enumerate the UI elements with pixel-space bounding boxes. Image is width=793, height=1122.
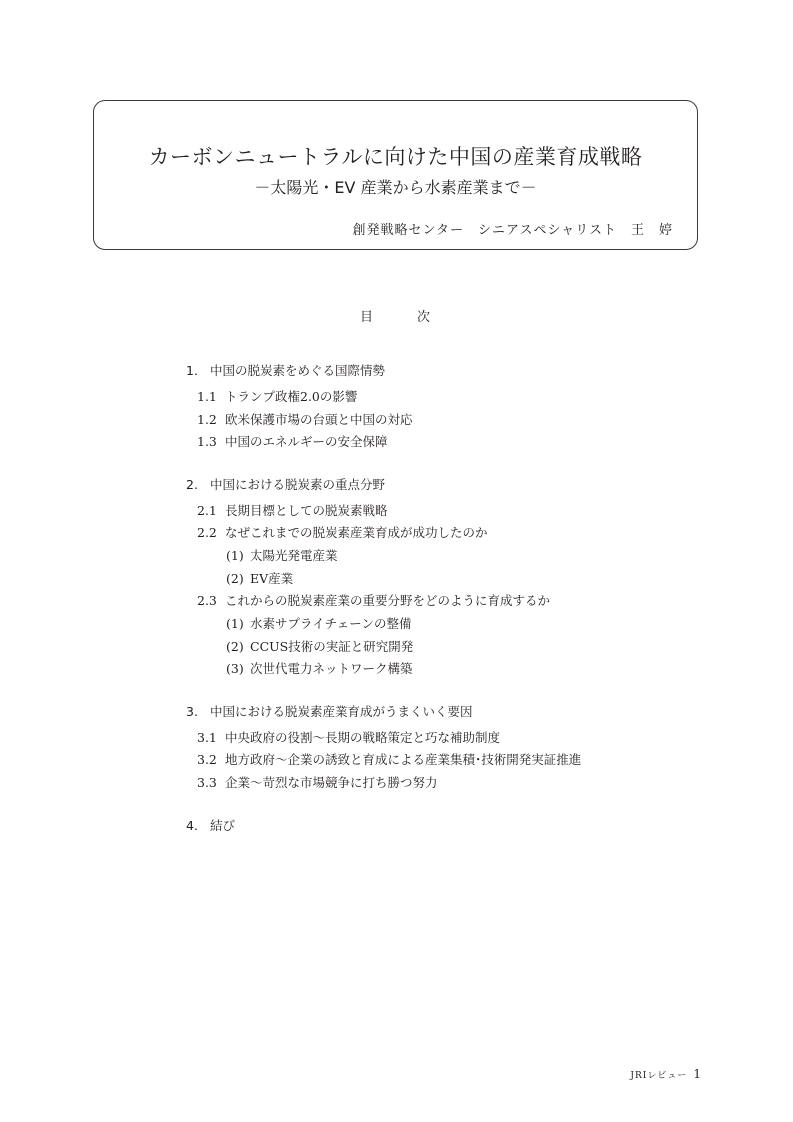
document-title: カーボンニュートラルに向けた中国の産業育成戦略: [148, 145, 643, 169]
toc-subitem-2-3-1[interactable]: (1) 水素サプライチェーンの整備: [226, 616, 412, 631]
page-number: 1: [693, 1067, 701, 1081]
toc-item-1-3[interactable]: 1.3 中国のエネルギーの安全保障: [197, 434, 388, 449]
toc-subitem-2-3-2[interactable]: (2) CCUS技術の実証と研究開発: [226, 639, 414, 654]
publication-name: JRIレビュー: [630, 1071, 688, 1081]
toc-item-1-2[interactable]: 1.2 欧米保護市場の台頭と中国の対応: [197, 412, 413, 427]
toc-heading: 目次: [360, 310, 475, 325]
toc-subitem-2-3-3[interactable]: (3) 次世代電力ネットワーク構築: [226, 661, 413, 676]
toc-item-2-2[interactable]: 2.2 なぜこれまでの脱炭素産業育成が成功したのか: [197, 525, 488, 540]
toc-section-3[interactable]: 3. 中国における脱炭素産業育成がうまくいく要因: [186, 704, 473, 719]
title-box: [93, 100, 698, 250]
author-line: 創発戦略センター シニアスペシャリスト 王 婷: [352, 223, 673, 238]
toc-section-4[interactable]: 4. 結び: [186, 818, 236, 833]
toc-item-3-1[interactable]: 3.1 中央政府の役割～長期の戦略策定と巧な補助制度: [197, 730, 501, 745]
toc-item-3-3[interactable]: 3.3 企業～苛烈な市場競争に打ち勝つ努力: [197, 775, 438, 790]
toc-item-2-1[interactable]: 2.1 長期目標としての脱炭素戦略: [197, 503, 388, 518]
toc-subitem-2-2-2[interactable]: (2) EV産業: [226, 571, 294, 586]
toc-section-1[interactable]: 1. 中国の脱炭素をめぐる国際情勢: [186, 363, 386, 378]
document-subtitle: －太陽光・EV 産業から水素産業まで－: [254, 178, 537, 197]
page-footer: [630, 1063, 701, 1082]
toc-item-2-3[interactable]: 2.3 これからの脱炭素産業の重要分野をどのように育成するか: [197, 593, 551, 608]
toc-item-3-2[interactable]: 3.2 地方政府～企業の誘致と育成による産業集積･技術開発実証推進: [197, 752, 582, 767]
toc-section-2[interactable]: 2. 中国における脱炭素の重点分野: [186, 477, 386, 492]
toc-subitem-2-2-1[interactable]: (1) 太陽光発電産業: [226, 548, 338, 563]
toc-item-1-1[interactable]: 1.1 トランプ政権2.0の影響: [197, 389, 358, 404]
